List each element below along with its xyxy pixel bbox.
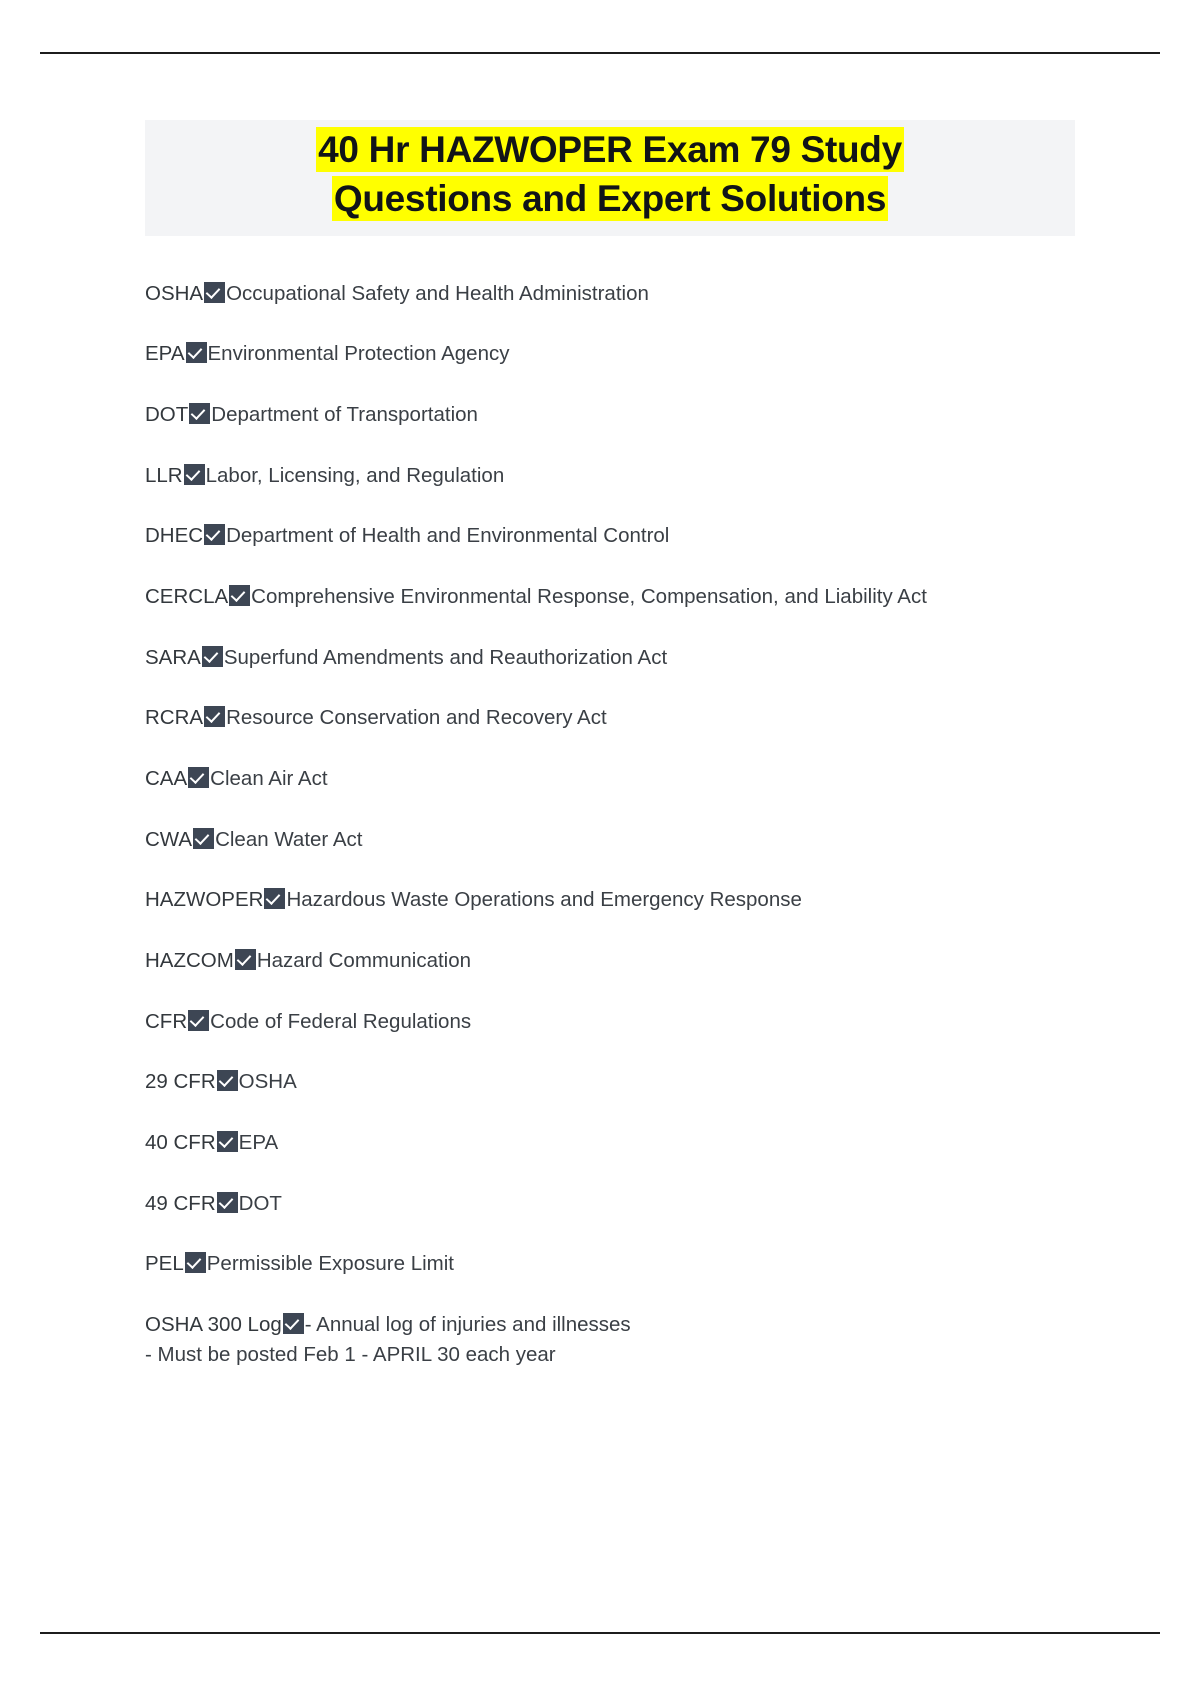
check-icon <box>283 1313 304 1334</box>
term-label: 49 CFR <box>145 1191 216 1215</box>
check-icon <box>193 828 214 849</box>
term-label: CERCLA <box>145 585 229 609</box>
list-item <box>145 765 1075 793</box>
term-label: PEL <box>145 1252 184 1276</box>
check-icon <box>185 1252 206 1273</box>
definition-label: Department of Transportation <box>211 403 478 426</box>
list-item <box>145 1008 1075 1036</box>
term-label: HAZWOPER <box>145 888 264 912</box>
definition-label: OSHA <box>238 1070 297 1094</box>
definition-label: Superfund Amendments and Reauthorization Act <box>223 645 668 669</box>
list-item <box>145 522 1075 550</box>
definition-label: Clean Water Act <box>215 827 363 851</box>
term-label: OSHA 300 Log <box>145 1313 282 1337</box>
check-icon <box>202 646 223 667</box>
page-title <box>145 120 1075 236</box>
document-content <box>145 120 1075 1401</box>
list-item <box>145 340 1075 368</box>
term-label: OSHA <box>145 281 204 305</box>
check-icon <box>204 706 225 727</box>
definition-label: Permissible Exposure Limit <box>206 1252 454 1276</box>
check-icon <box>188 1010 209 1031</box>
list-item <box>145 1190 1075 1218</box>
list-item <box>145 704 1075 732</box>
check-icon <box>264 888 285 909</box>
list-item <box>145 1129 1075 1157</box>
term-label: RCRA <box>145 706 204 730</box>
term-label: LLR <box>145 463 183 487</box>
term-label: DHEC <box>145 524 204 548</box>
definition-label: Department of Health and Environmental Control <box>226 524 670 548</box>
page-title-text-1: 40 Hr HAZWOPER Exam 79 Study <box>318 129 902 170</box>
list-item <box>145 401 1075 429</box>
check-icon <box>217 1192 238 1213</box>
list-item <box>145 583 1075 611</box>
check-icon <box>217 1131 238 1152</box>
definition-label: EPA <box>238 1131 279 1155</box>
list-item <box>145 826 1075 854</box>
term-label: 40 CFR <box>145 1131 216 1155</box>
list-item <box>145 644 1075 672</box>
page-title-line-2 <box>145 175 1075 224</box>
header-divider <box>40 52 1160 54</box>
list-item <box>145 947 1075 975</box>
list-item <box>145 1250 1075 1278</box>
definition-label: Occupational Safety and Health Administration <box>226 281 649 305</box>
definition-label: Resource Conservation and Recovery Act <box>226 706 607 730</box>
check-icon <box>184 464 205 485</box>
term-label: SARA <box>145 645 201 669</box>
footer-divider <box>40 1632 1160 1634</box>
definition-label: - Annual log of injuries and illnesses <box>304 1313 631 1337</box>
list-item <box>145 886 1075 914</box>
definition-label: Environmental Protection Agency <box>207 342 510 366</box>
term-label: EPA <box>145 342 185 366</box>
term-label: 29 CFR <box>145 1070 216 1094</box>
check-icon <box>229 585 250 606</box>
list-item <box>145 1311 1075 1368</box>
check-icon <box>188 767 209 788</box>
definition-label: Hazard Communication <box>256 949 472 973</box>
check-icon <box>235 949 256 970</box>
term-label: CWA <box>145 827 193 851</box>
definition-second-line: - Must be posted Feb 1 - APRIL 30 each year <box>145 1342 556 1366</box>
definition-label: Clean Air Act <box>210 767 328 791</box>
term-label: CFR <box>145 1009 188 1033</box>
definition-label: Labor, Licensing, and Regulation <box>205 463 505 487</box>
check-icon <box>189 403 210 424</box>
page-title-line-1 <box>145 126 1075 175</box>
check-icon <box>204 524 225 545</box>
list-item <box>145 280 1075 308</box>
check-icon <box>204 282 225 303</box>
list-item <box>145 1068 1075 1096</box>
definition-label: Code of Federal Regulations <box>210 1009 472 1033</box>
check-icon <box>217 1070 238 1091</box>
list-item <box>145 462 1075 490</box>
term-label: DOT <box>145 403 189 426</box>
term-label: HAZCOM <box>145 949 234 973</box>
check-icon <box>186 342 207 363</box>
definition-label: Hazardous Waste Operations and Emergency Response <box>286 888 802 912</box>
page-title-text-2: Questions and Expert Solutions <box>333 177 887 219</box>
definition-label: Comprehensive Environmental Response, Compensation, and Liability Act <box>251 585 927 609</box>
term-label: CAA <box>145 767 188 791</box>
definition-label: DOT <box>238 1191 282 1215</box>
